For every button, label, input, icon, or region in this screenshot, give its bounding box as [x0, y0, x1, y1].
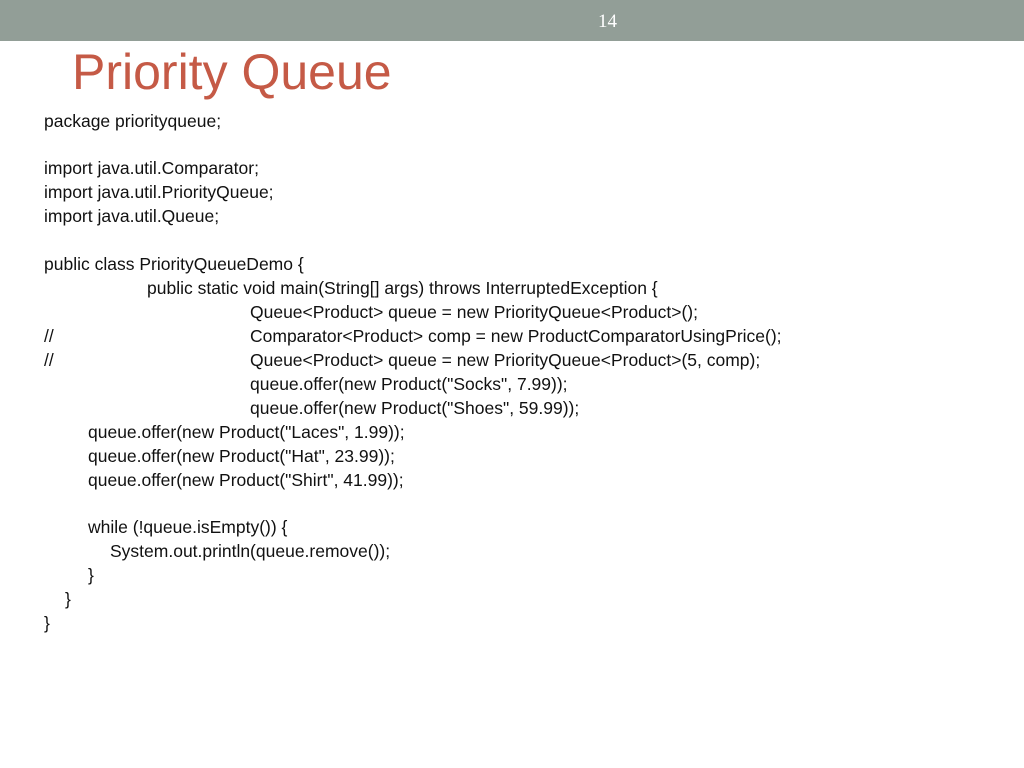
code-line-close-class: } — [44, 613, 50, 633]
slide-title: Priority Queue — [72, 44, 392, 100]
code-line-import-queue: import java.util.Queue; — [44, 206, 220, 226]
slide-number: 14 — [598, 11, 617, 32]
comment-marker: // — [44, 326, 54, 346]
code-line-while: while (!queue.isEmpty()) { — [88, 517, 288, 537]
code-line-offer-shoes: queue.offer(new Product("Shoes", 59.99)); — [250, 398, 580, 418]
code-line-println: System.out.println(queue.remove()); — [110, 541, 391, 561]
code-line-main-decl: public static void main(String[] args) throws InterruptedException { — [147, 278, 658, 298]
code-line-comment-queue: // Queue<Product> queue = new PriorityQueue<Product>(5, comp); — [44, 350, 761, 370]
code-line-offer-shirt: queue.offer(new Product("Shirt", 41.99)); — [88, 470, 404, 490]
code-line-close-while: } — [88, 565, 94, 585]
code-line-offer-socks: queue.offer(new Product("Socks", 7.99)); — [250, 374, 568, 394]
code-line-comment-comparator: // Comparator<Product> comp = new ProductComparatorUsingPrice(); — [44, 326, 782, 346]
code-line-offer-hat: queue.offer(new Product("Hat", 23.99)); — [88, 446, 395, 466]
slide-header-bar — [0, 0, 1024, 41]
code-line-class-decl: public class PriorityQueueDemo { — [44, 254, 304, 274]
code-line-offer-laces: queue.offer(new Product("Laces", 1.99)); — [88, 422, 405, 442]
code-line-queue-decl: Queue<Product> queue = new PriorityQueue<Product>(); — [250, 302, 698, 322]
code-line-package: package priorityqueue; — [44, 111, 222, 131]
code-line-import-priorityqueue: import java.util.PriorityQueue; — [44, 182, 274, 202]
code-line-close-main: } — [65, 589, 71, 609]
code-line-import-comparator: import java.util.Comparator; — [44, 158, 259, 178]
comment-marker: // — [44, 350, 54, 370]
